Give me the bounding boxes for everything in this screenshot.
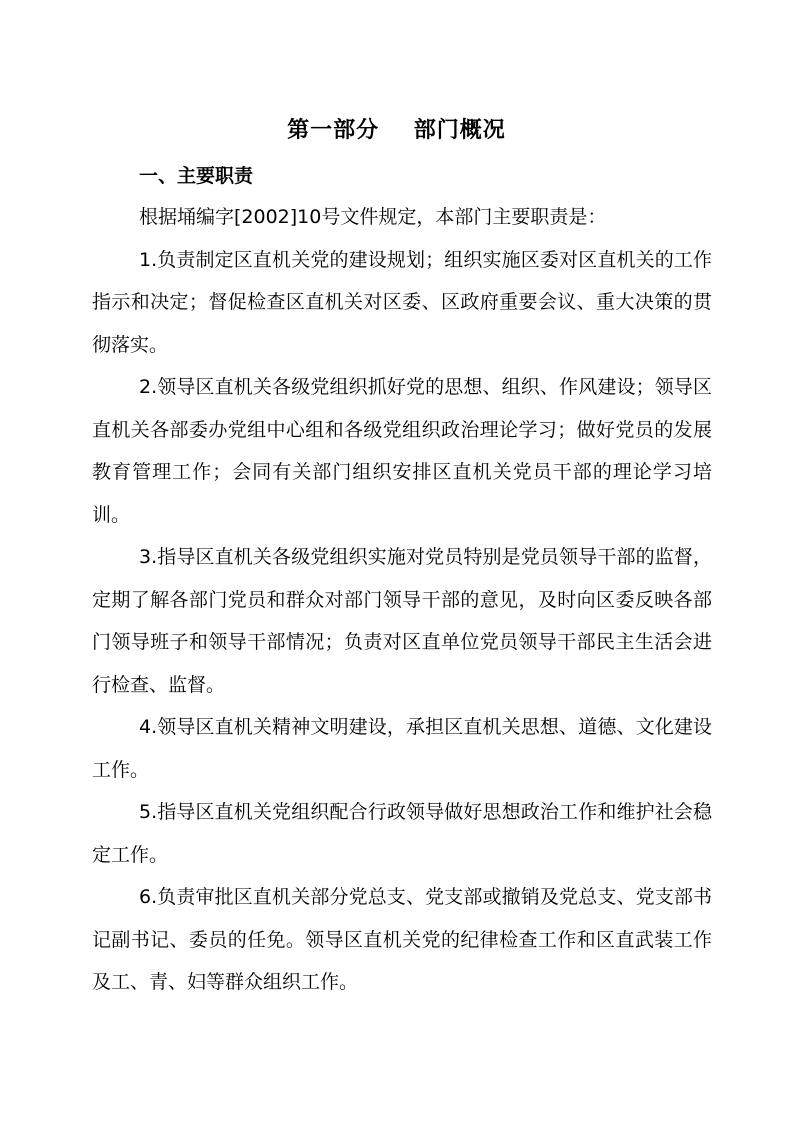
section-heading: 一、主要职责 (139, 165, 254, 187)
paragraph-item-1: 1.负责制定区直机关党的建设规划；组织实施区委对区直机关的工作指示和决定；督促检查区直机关对区委、区政府重要会议、重大决策的贯彻落实。 (92, 248, 712, 356)
page-title: 第一部分 部门概况 (287, 118, 506, 143)
document-body (92, 196, 712, 1004)
paragraph-item-4: 4.领导区直机关精神文明建设，承担区直机关思想、道德、文化建设工作。 (92, 716, 712, 781)
paragraph-item-3: 3.指导区直机关各级党组织实施对党员特别是党员领导干部的监督，定期了解各部门党员和群众对部门领导干部的意见，及时向区委反映各部门领导班子和领导干部情况；负责对区直单位党员领导干部民主生活会进行检查、监督。 (92, 546, 712, 696)
paragraph-item-5: 5.指导区直机关党组织配合行政领导做好思想政治工作和维护社会稳定工作。 (92, 801, 712, 866)
paragraph-item-2: 2.领导区直机关各级党组织抓好党的思想、组织、作风建设；领导区直机关各部委办党组中心组和各级党组织政治理论学习；做好党员的发展教育管理工作；会同有关部门组织安排区直机关党员干部的理论学习培训。 (92, 376, 712, 526)
paragraph-item-6: 6.负责审批区直机关部分党总支、党支部或撤销及党总支、党支部书记副书记、委员的任免。领导区直机关党的纪律检查工作和区直武装工作及工、青、妇等群众组织工作。 (92, 886, 712, 993)
paragraph-intro: 根据埇编字[2002]10号文件规定，本部门主要职责是： (139, 206, 607, 228)
